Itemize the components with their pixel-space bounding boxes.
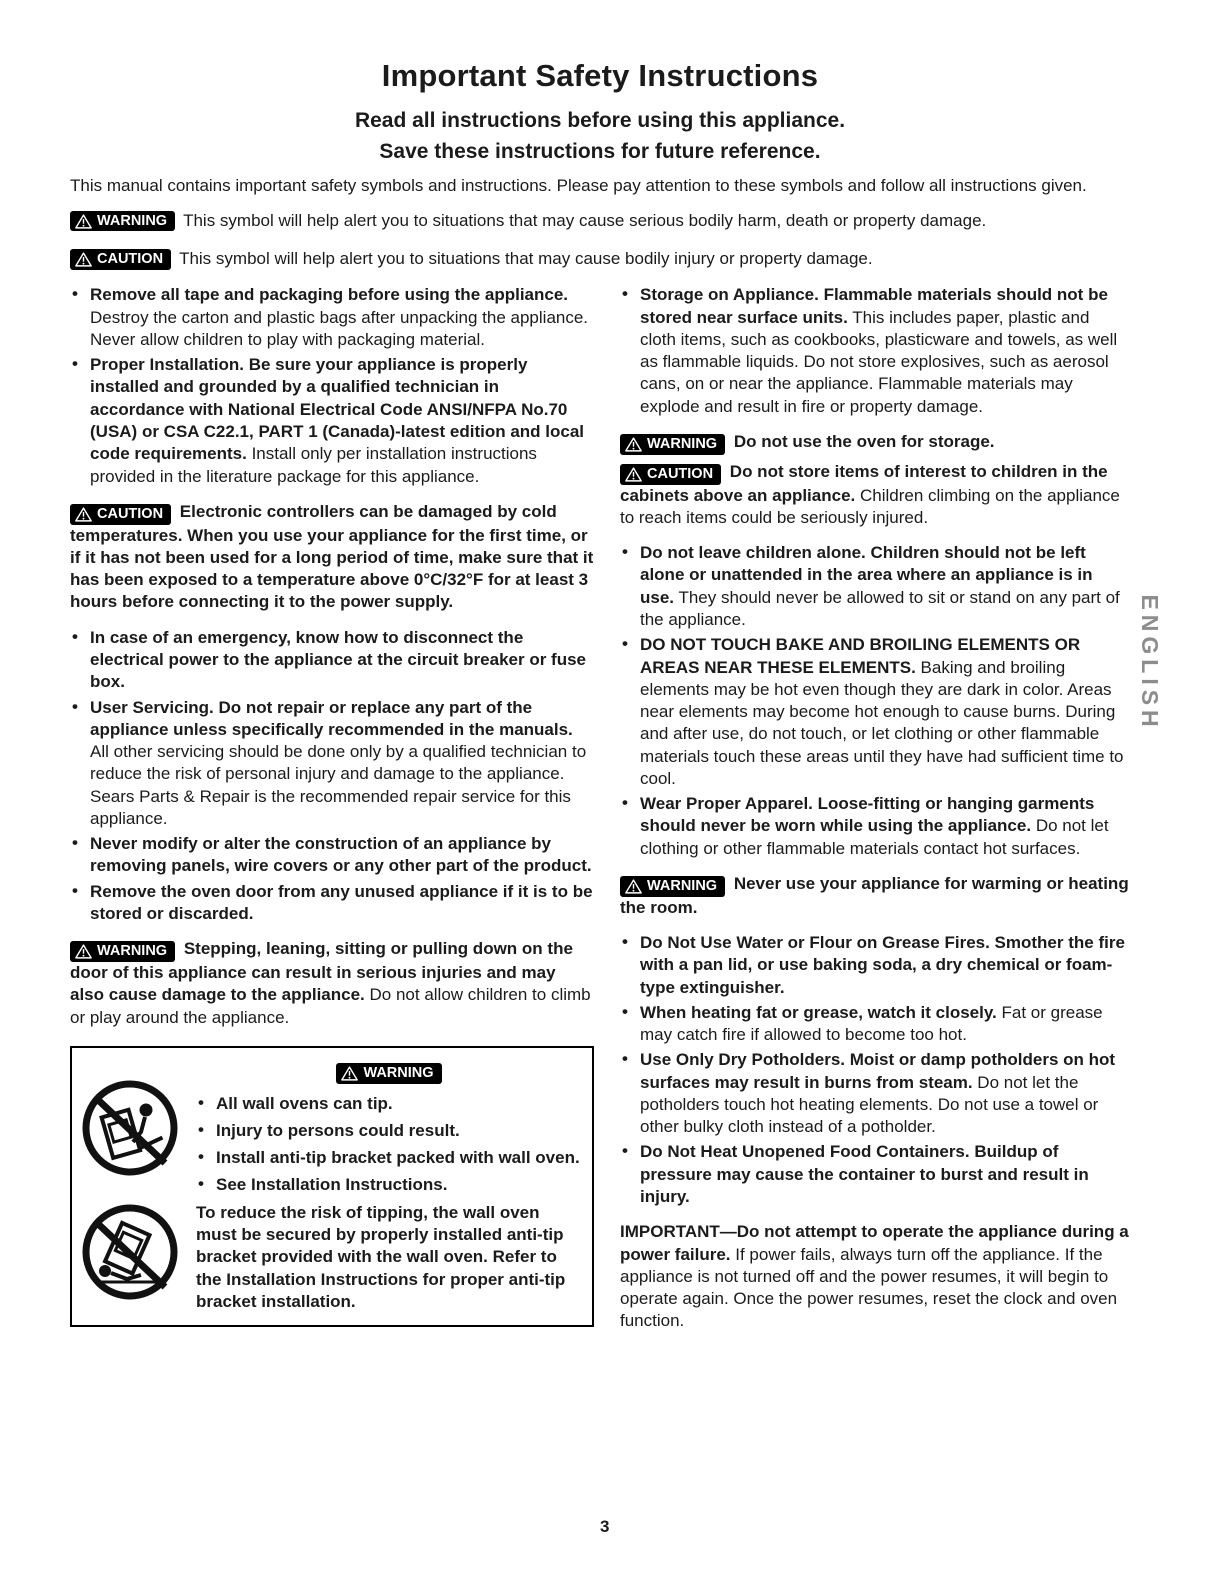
safety-list-servicing (70, 627, 594, 925)
list-item (620, 1002, 1130, 1047)
safety-list-packaging (70, 284, 594, 487)
anti-tip-content (196, 1060, 582, 1313)
safety-list-children-elements (620, 542, 1130, 860)
anti-tip-list (196, 1093, 582, 1197)
anti-tip-icons (80, 1060, 186, 1313)
bullet-lead: Use Only Dry Potholders. Moist or damp potholders on hot surfaces may result in burns from steam. (640, 1050, 1116, 1092)
list-item (70, 627, 594, 694)
tip-box-badge-row (196, 1060, 582, 1084)
important-power-failure-paragraph (620, 1221, 1130, 1332)
caution-symbol-definition (70, 248, 1130, 270)
badge-label: CAUTION (97, 250, 164, 267)
list-item (620, 1049, 1130, 1138)
warning-badge (70, 211, 175, 232)
bullet-body: They should never be allowed to sit or stand on any part of the appliance. (640, 587, 1120, 630)
anti-tip-instructions: To reduce the risk of tipping, the wall oven must be secured by properly installed anti-tip bracket provided with the wall oven. Refer to the Installation Instructions for proper anti-tip bracket installation. (196, 1202, 566, 1311)
warning-door-paragraph (70, 938, 594, 1029)
bullet-body: Baking and broiling elements may be hot even though they are dark in color. Areas near elements may become hot enough to cause burns. During and after use, do not touch, or let clothing or other flammable materials touch these areas until they have had sufficient time to cool. (640, 657, 1124, 788)
safety-list-storage (620, 284, 1130, 418)
warning-badge (70, 941, 175, 962)
bullet-lead: Remove the oven door from any unused appliance if it is to be stored or discarded. (90, 881, 593, 923)
list-item: • All wall ovens can tip. (196, 1093, 582, 1115)
bullet-lead: User Servicing. Do not repair or replace any part of the appliance unless specifically recommended in the manuals. (90, 697, 573, 739)
list-item (620, 634, 1130, 790)
paragraph-bold: Do not store items of interest to children in the cabinets above an appliance. (620, 461, 1108, 505)
paragraph-body: Children climbing on the appliance to reach items could be seriously injured. (620, 485, 1120, 527)
warning-badge (620, 876, 725, 897)
warning-symbol-definition (70, 210, 1130, 232)
list-item (70, 881, 594, 926)
bullet-lead: Do not leave children alone. Children should not be left alone or unattended in the area where an appliance is in use. (640, 543, 1093, 607)
list-item: • See Installation Instructions. (196, 1174, 582, 1196)
paragraph-bold: Stepping, leaning, sitting or pulling down on the door of this appliance can result in serious injuries and may also cause damage to the appliance. (70, 939, 573, 1005)
list-item: • Injury to persons could result. (196, 1120, 582, 1142)
caution-badge (620, 464, 721, 485)
warning-definition-text: This symbol will help alert you to situations that may cause serious bodily harm, death or property damage. (183, 210, 987, 230)
right-column (620, 284, 1130, 1345)
page-number: 3 (600, 1517, 610, 1536)
bullet-body: Destroy the carton and plastic bags after unpacking the appliance. Never allow children to play with packaging material. (90, 307, 589, 349)
warning-triangle-icon (625, 879, 642, 894)
subtitle-read-instructions: Read all instructions before using this appliance. (354, 108, 846, 132)
badge-label: WARNING (647, 878, 718, 895)
bullet-lead: Storage on Appliance. Flammable materials should not be stored near surface units. (640, 285, 1108, 327)
paragraph-bold: Electronic controllers can be damaged by cold temperatures. When you use your appliance for the first time, or if it has not been used for a long period of time, make sure that it has been exposed to a temperature above 0°C/32°F for at least 3 hours before connecting it to the power supply. (70, 501, 594, 612)
bullet-lead: Do Not Heat Unopened Food Containers. Buildup of pressure may cause the container to burst and result in injury. (640, 1142, 1089, 1206)
bullet-body: This includes paper, plastic and cloth items, such as cookbooks, plasticware and towels, as well as flammable liquids. Do not store explosives, such as aerosol cans, on or near the appliance. Flammable materials may explode and result in fire or property damage. (640, 307, 1118, 416)
left-column (70, 284, 594, 1327)
list-item (620, 932, 1130, 999)
bullet-body: All other servicing should be done only by a qualified technician to reduce the risk of personal injury and damage to the appliance. Sears Parts & Repair is the recommended repair service for this appliance. (90, 742, 587, 828)
badge-label: CAUTION (97, 505, 164, 522)
list-item (70, 833, 594, 878)
oven-fallen-injury-icon (80, 1202, 180, 1302)
badge-label: CAUTION (647, 466, 714, 483)
language-sidebar-label: ENGLISH (1137, 594, 1164, 732)
paragraph-bold: IMPORTANT—Do not attempt to operate the appliance during a power failure. (620, 1222, 1129, 1264)
list-item (70, 697, 594, 831)
warning-triangle-icon (341, 1066, 358, 1081)
warning-badge (336, 1063, 441, 1084)
warning-triangle-icon (75, 214, 92, 229)
caution-badge (70, 504, 171, 525)
list-item (70, 284, 594, 351)
warning-triangle-icon (75, 507, 92, 522)
bullet-lead: In case of an emergency, know how to disconnect the electrical power to the appliance at the circuit breaker or fuse box. (90, 627, 586, 692)
oven-tip-hazard-icon (80, 1078, 180, 1178)
list-item: • Install anti-tip bracket packed with wall oven. (196, 1147, 582, 1169)
list-item (620, 542, 1130, 631)
bullet-body: Fat or grease may catch fire if allowed to become too hot. (640, 1002, 1103, 1045)
two-column-layout (70, 284, 1130, 1345)
safety-list-fire-potholders (620, 932, 1130, 1208)
bullet-lead: Do Not Use Water or Flour on Grease Fires. Smother the fire with a pan lid, or use baking soda, a dry chemical or foam-type extinguisher. (640, 933, 1125, 997)
list-item (620, 1141, 1130, 1208)
warning-badge (620, 434, 725, 455)
warning-room-heating (620, 873, 1130, 919)
warning-triangle-icon (75, 252, 92, 267)
warning-oven-storage (620, 431, 1130, 455)
list-item (620, 793, 1130, 860)
paragraph-body: Do not allow children to climb or play around the appliance. (70, 985, 591, 1027)
badge-label: WARNING (363, 1064, 434, 1081)
bullet-lead: Wear Proper Apparel. Loose-fitting or hanging garments should never be worn while using the appliance. (640, 794, 1095, 836)
badge-label: WARNING (647, 436, 718, 453)
bullet-lead: When heating fat or grease, watch it closely. (640, 1002, 997, 1022)
subtitle-save-instructions: Save these instructions for future reference. (379, 140, 821, 164)
caution-controllers-paragraph (70, 501, 594, 614)
warning-triangle-icon (75, 944, 92, 959)
badge-label: WARNING (97, 212, 168, 229)
bullet-lead: Proper Installation. Be sure your appliance is properly installed and grounded by a qualified technician in accordance with National Electrical Code ANSI/NFPA No.70 (USA) or CSA C22.1, PART 1 (Canada)-latest edition and local code requirements. (90, 355, 585, 464)
warning-triangle-icon (625, 437, 642, 452)
anti-tip-warning-box (70, 1046, 594, 1327)
bullet-body: Install only per installation instructions provided in the literature package for this appliance. (90, 444, 537, 486)
bullet-body: Do not let clothing or other flammable materials contact hot surfaces. (640, 816, 1109, 858)
paragraph-body: If power fails, always turn off the appliance. If the appliance is not turned off and the power resumes, it will begin to operate again. Once the power resumes, reset the clock and oven function. (620, 1244, 1118, 1331)
page-title: Important Safety Instructions (381, 58, 819, 93)
bullet-lead: Remove all tape and packaging before using the appliance. (90, 285, 569, 305)
badge-label: WARNING (97, 943, 168, 960)
bullet-lead: Never modify or alter the construction of an appliance by removing panels, wire covers or any other part of the product. (90, 834, 592, 876)
caution-badge (70, 249, 171, 270)
list-item (620, 284, 1130, 418)
paragraph-bold: Do not use the oven for storage. (733, 432, 995, 451)
caution-definition-text: This symbol will help alert you to situations that may cause bodily injury or property damage. (179, 249, 873, 269)
caution-cabinets-paragraph (620, 461, 1130, 529)
bullet-lead: DO NOT TOUCH BAKE AND BROILING ELEMENTS OR AREAS NEAR THESE ELEMENTS. (640, 635, 1081, 677)
intro-paragraph: This manual contains important safety symbols and instructions. Please pay attention to these symbols and follow all instructions given. (70, 175, 1087, 195)
warning-triangle-icon (625, 467, 642, 482)
bullet-body: Do not let the potholders touch hot heating elements. Do not use a towel or other bulky cloth instead of a potholder. (640, 1072, 1099, 1137)
paragraph-bold: Never use your appliance for warming or heating the room. (620, 873, 1129, 917)
list-item (70, 354, 594, 488)
